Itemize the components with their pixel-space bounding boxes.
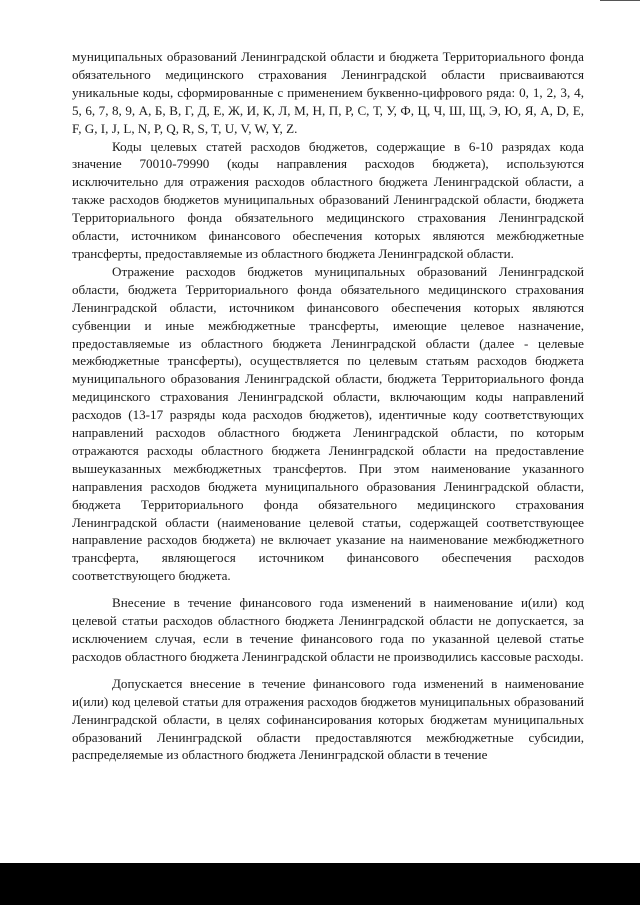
paragraph-expense-reflection: Отражение расходов бюджетов муниципальных образований Ленинградской области, бюджета Территориального фонда обязательного медицинского страхования Ленинградской области, источником финансового обеспечения которых являются субвенции и иные межбюджетные трансферты, имеющие целевое назначение, предоставляемые из областного бюджета Ленинградской области (далее - целевые межбюджетные трансферты), осуществляется по целевым статьям расходов бюджета муниципального образования Ленинградской области, бюджета Территориального фонда медицинского страхования Ленинградской области, включающим коды направлений расходов (13-17 разряды кода расходов бюджетов), идентичные коду соответствующих направлений расходов областного бюджета Ленинградской области, по которым отражаются расходы областного бюджета Ленинградской области на предоставление вышеуказанных межбюджетных трансфертов. При этом наименование указанного направления расходов бюджета муниципального образования Ленинградской области, бюджета Территориального фонда обязательного медицинского страхования Ленинградской области (наименование целевой статьи, содержащей соответствующее направление расходов бюджета) не включает указание на наименование межбюджетного трансферта, являющегося источником финансового обеспечения расходов соответствующего бюджета. [72, 263, 584, 584]
scan-border-bottom [0, 863, 640, 905]
document-body [72, 48, 584, 764]
scan-artifact-top [600, 0, 640, 1]
paragraph-continuation: муниципальных образований Ленинградской области и бюджета Территориального фонда обязательного медицинского страхования Ленинградской области присваиваются уникальные коды, сформированные с применением буквенно-цифрового ряда: 0, 1, 2, 3, 4, 5, 6, 7, 8, 9, А, Б, В, Г, Д, Е, Ж, И, К, Л, М, Н, П, Р, С, Т, У, Ф, Ц, Ч, Ш, Щ, Э, Ю, Я, A, D, E, F, G, I, J, L, N, P, Q, R, S, T, U, V, W, Y, Z. [72, 49, 584, 136]
paragraph-changes-not-allowed: Внесение в течение финансового года изменений в наименование и(или) код целевой статьи расходов областного бюджета Ленинградской области не допускается, за исключением случая, если в течение финансового года по указанной целевой статье расходов областного бюджета Ленинградской области не производились кассовые расходы. [72, 595, 584, 664]
paragraph-target-article-codes: Коды целевых статей расходов бюджетов, содержащие в 6-10 разрядах кода значение 70010-79990 (коды направления расходов бюджета), используются исключительно для отражения расходов областного бюджета Ленинградской области, а также расходов бюджетов муниципальных образований Ленинградской области, бюджета Территориального фонда обязательного медицинского страхования Ленинградской области, источником финансового обеспечения которых являются межбюджетные трансферты, предоставляемые из областного бюджета Ленинградской области. [72, 138, 584, 261]
paragraph-changes-allowed: Допускается внесение в течение финансового года изменений в наименование и(или) код целевой статьи для отражения расходов бюджетов муниципальных образований Ленинградской области, в целях софинансирования которых бюджетам муниципальных образований Ленинградской области предоставляются межбюджетные субсидии, распределяемые из областного бюджета Ленинградской области в течение [72, 675, 584, 763]
